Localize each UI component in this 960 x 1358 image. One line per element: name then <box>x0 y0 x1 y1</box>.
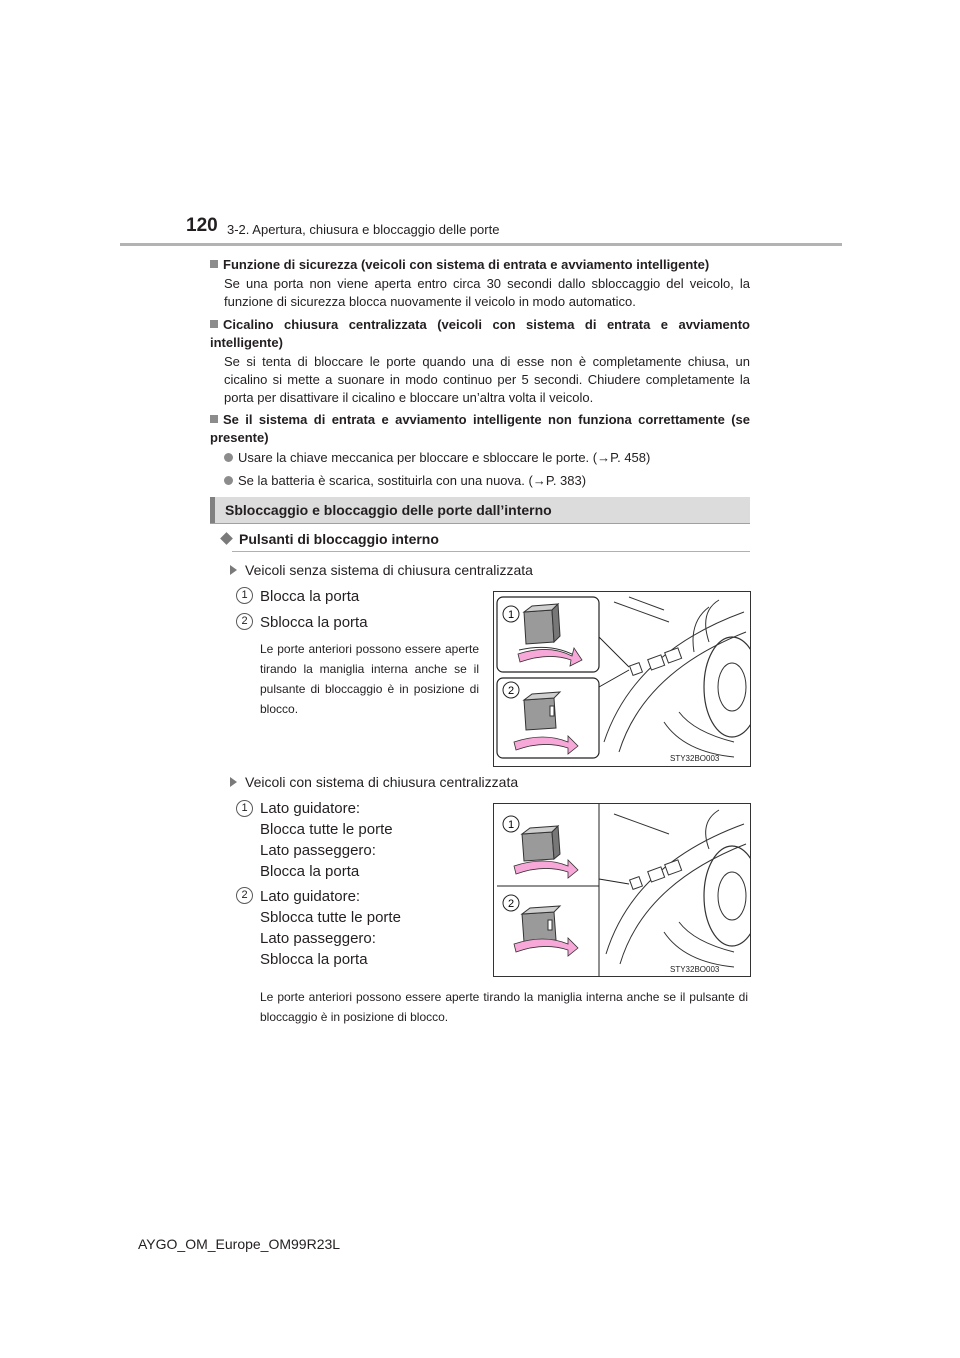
item-unlock-all-doors: Sblocca tutte le porte <box>260 909 401 926</box>
section-title-bar <box>210 497 750 523</box>
figure-marker-2: 2 <box>507 685 515 697</box>
marker-2-icon: 2 <box>236 887 253 904</box>
item-lock-door: Blocca la porta <box>260 588 360 605</box>
item-lock-door: Blocca la porta <box>260 863 360 880</box>
item-unlock-door: Sblocca la porta <box>260 951 368 968</box>
bullet-mechanical-key: Usare la chiave meccanica per bloccare e sbloccare le porte. (→P. 458) <box>224 449 650 467</box>
figure-lock-button-b <box>493 803 751 977</box>
diamond-icon <box>220 532 233 545</box>
header-rule <box>120 243 842 246</box>
note-body-buzzer: Se si tenta di bloccare le porte quando una di esse non è completamente chiusa, un cicalino si mette a suonare in modo continuo per 5 secondi. Chiudere completamente la porta per disattivare il cicalino e bloccare un’altra volta il veicolo. <box>224 354 750 405</box>
figure-code-b: STY32BO003 <box>670 965 720 974</box>
item-unlock-door: Sblocca la porta <box>260 614 368 631</box>
note-body-security: Se una porta non viene aperta entro circa 30 secondi dallo sbloccaggio del veicolo, la funzione di sicurezza blocca nuovamente il veicolo in modo automatico. <box>224 276 750 309</box>
section-title: Sbloccaggio e bloccaggio delle porte dall’interno <box>225 502 552 518</box>
triangle-arrow-icon <box>230 777 237 787</box>
note-front-doors-b: Le porte anteriori possono essere aperte tirando la maniglia interna anche se il pulsante di bloccaggio è in posizione di blocco. <box>260 990 748 1024</box>
variant-title-no-central-lock: Veicoli senza sistema di chiusura centralizzata <box>230 562 533 578</box>
subsection-rule <box>232 551 750 552</box>
variant-title-central-lock: Veicoli con sistema di chiusura centralizzata <box>230 774 518 790</box>
note-title-smart-system: Se il sistema di entrata e avviamento intelligente non funziona correttamente (se presente) <box>210 412 750 445</box>
item-unlock-passenger-side: Lato passeggero: <box>260 930 376 947</box>
footer-doc-id: AYGO_OM_Europe_OM99R23L <box>138 1236 341 1252</box>
figure-marker-1: 1 <box>507 819 515 831</box>
page-number: 120 <box>186 215 218 236</box>
figure-marker-2: 2 <box>507 898 515 910</box>
square-bullet-icon <box>210 260 218 268</box>
marker-1-icon: 1 <box>236 587 253 604</box>
marker-2-icon: 2 <box>236 613 253 630</box>
marker-1-icon: 1 <box>236 800 253 817</box>
item-lock-passenger-side: Lato passeggero: <box>260 842 376 859</box>
subsection-title: Pulsanti di bloccaggio interno <box>218 531 439 547</box>
figure-marker-1: 1 <box>507 609 515 621</box>
note-front-doors-a: Le porte anteriori possono essere aperte tirando la maniglia interna anche se il pulsante di bloccaggio è in posizione di blocco. <box>260 642 479 716</box>
item-unlock-driver-side: Lato guidatore: <box>260 888 361 905</box>
figure-code-a: STY32BO003 <box>670 754 720 763</box>
triangle-arrow-icon <box>230 565 237 575</box>
note-title-buzzer: Cicalino chiusura centralizzata (veicoli con sistema di entrata e avviamento intelligente) <box>210 317 750 350</box>
section-header: 3-2. Apertura, chiusura e bloccaggio delle porte <box>227 222 500 237</box>
bullet-battery: Se la batteria è scarica, sostituirla con una nuova. (→P. 383) <box>224 472 586 490</box>
square-bullet-icon <box>210 415 218 423</box>
section-underline <box>210 523 750 524</box>
door-lock-illustration-a <box>494 592 750 766</box>
item-lock-all-doors: Blocca tutte le porte <box>260 821 393 838</box>
item-lock-driver-side: Lato guidatore: <box>260 800 361 817</box>
square-bullet-icon <box>210 320 218 328</box>
dot-bullet-icon <box>224 453 233 462</box>
door-lock-illustration-b <box>494 804 750 976</box>
dot-bullet-icon <box>224 476 233 485</box>
note-title-security: Funzione di sicurezza (veicoli con sistema di entrata e avviamento intelligente) <box>210 256 750 274</box>
figure-lock-button-a <box>493 591 751 767</box>
